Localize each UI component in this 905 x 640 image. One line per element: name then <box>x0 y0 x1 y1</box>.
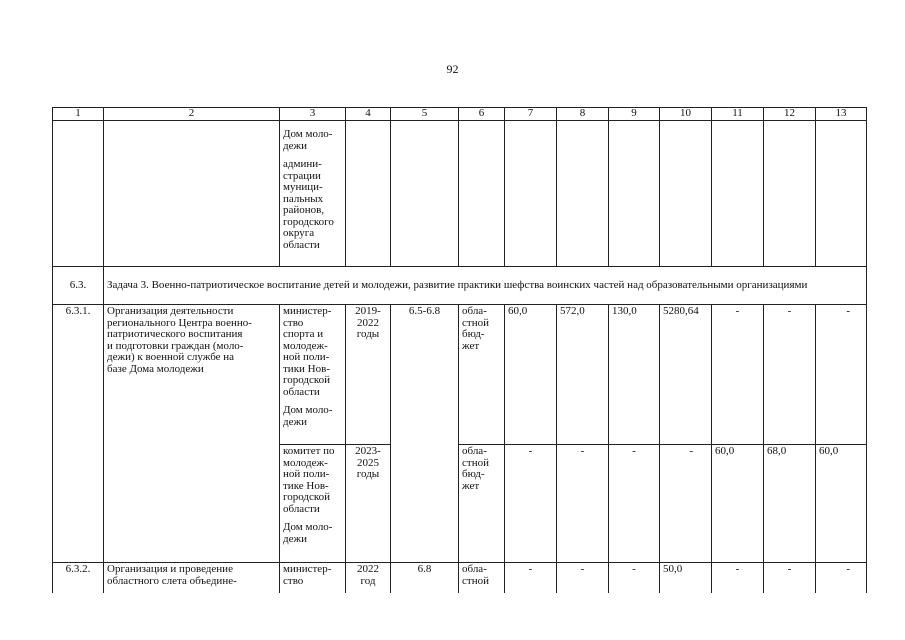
value-cell: - <box>712 563 764 593</box>
period-cell: 2022 год <box>346 563 391 593</box>
row-number: 6.3.1. <box>53 305 104 563</box>
column-header: 7 <box>505 108 557 121</box>
value-cell: 5280,64 <box>660 305 712 445</box>
value-cell: - <box>557 445 609 563</box>
column-header: 6 <box>459 108 505 121</box>
value-cell: - <box>816 563 867 593</box>
table-row <box>53 305 867 445</box>
target-indicator: 6.5-6.8 <box>391 305 459 563</box>
value-cell: 130,0 <box>609 305 660 445</box>
row-number: 6.3.2. <box>53 563 104 593</box>
page-number: 92 <box>446 62 459 76</box>
value-cell: - <box>764 305 816 445</box>
value-cell: - <box>505 563 557 593</box>
source-cell: обла- стной <box>459 563 505 593</box>
target-indicator: 6.8 <box>391 563 459 593</box>
value-cell: 60,0 <box>712 445 764 563</box>
source-cell: обла- стной бюд- жет <box>459 305 505 445</box>
column-header: 2 <box>104 108 280 121</box>
value-cell: - <box>609 445 660 563</box>
value-cell: - <box>609 563 660 593</box>
value-cell: - <box>712 305 764 445</box>
continuation-row <box>53 121 867 267</box>
activity-name: Организация и проведение областного слета объедине- <box>104 563 280 593</box>
value-cell: 60,0 <box>816 445 867 563</box>
task-text: Задача 3. Военно-патриотическое воспитание детей и молодежи, развитие практики шефства воинских частей над образовательными организациями <box>104 267 867 305</box>
value-cell: 572,0 <box>557 305 609 445</box>
activity-name: Организация деятельности регионального Центра военно- патриотического воспитания и подготовки граждан (моло- дежи) к военной службе на базе Дома молодежи <box>104 305 280 563</box>
column-header: 13 <box>816 108 867 121</box>
executor-cell: министер- ство спорта и молодеж- ной поли- тики Нов- городской области Дом моло- дежи <box>280 305 346 445</box>
column-number-row <box>53 108 867 121</box>
program-table <box>52 107 867 593</box>
column-header: 12 <box>764 108 816 121</box>
column-header: 8 <box>557 108 609 121</box>
column-header: 1 <box>53 108 104 121</box>
value-cell: - <box>660 445 712 563</box>
executor-cell: комитет по молодеж- ной поли- тике Нов- городской области Дом моло- дежи <box>280 445 346 563</box>
value-cell: - <box>764 563 816 593</box>
column-header: 4 <box>346 108 391 121</box>
value-cell: 60,0 <box>505 305 557 445</box>
table-row <box>53 563 867 593</box>
source-cell: обла- стной бюд- жет <box>459 445 505 563</box>
column-header: 5 <box>391 108 459 121</box>
period-cell: 2023- 2025 годы <box>346 445 391 563</box>
executor-cell: Дом моло- дежи админи- страции муници- пальных районов, городского округа области <box>280 121 346 267</box>
value-cell: 68,0 <box>764 445 816 563</box>
value-cell: - <box>557 563 609 593</box>
period-cell: 2019- 2022 годы <box>346 305 391 445</box>
column-header: 10 <box>660 108 712 121</box>
value-cell: 50,0 <box>660 563 712 593</box>
column-header: 3 <box>280 108 346 121</box>
column-header: 11 <box>712 108 764 121</box>
executor-cell: министер- ство <box>280 563 346 593</box>
value-cell: - <box>505 445 557 563</box>
task-row <box>53 267 867 305</box>
column-header: 9 <box>609 108 660 121</box>
task-number: 6.3. <box>53 267 104 305</box>
value-cell: - <box>816 305 867 445</box>
